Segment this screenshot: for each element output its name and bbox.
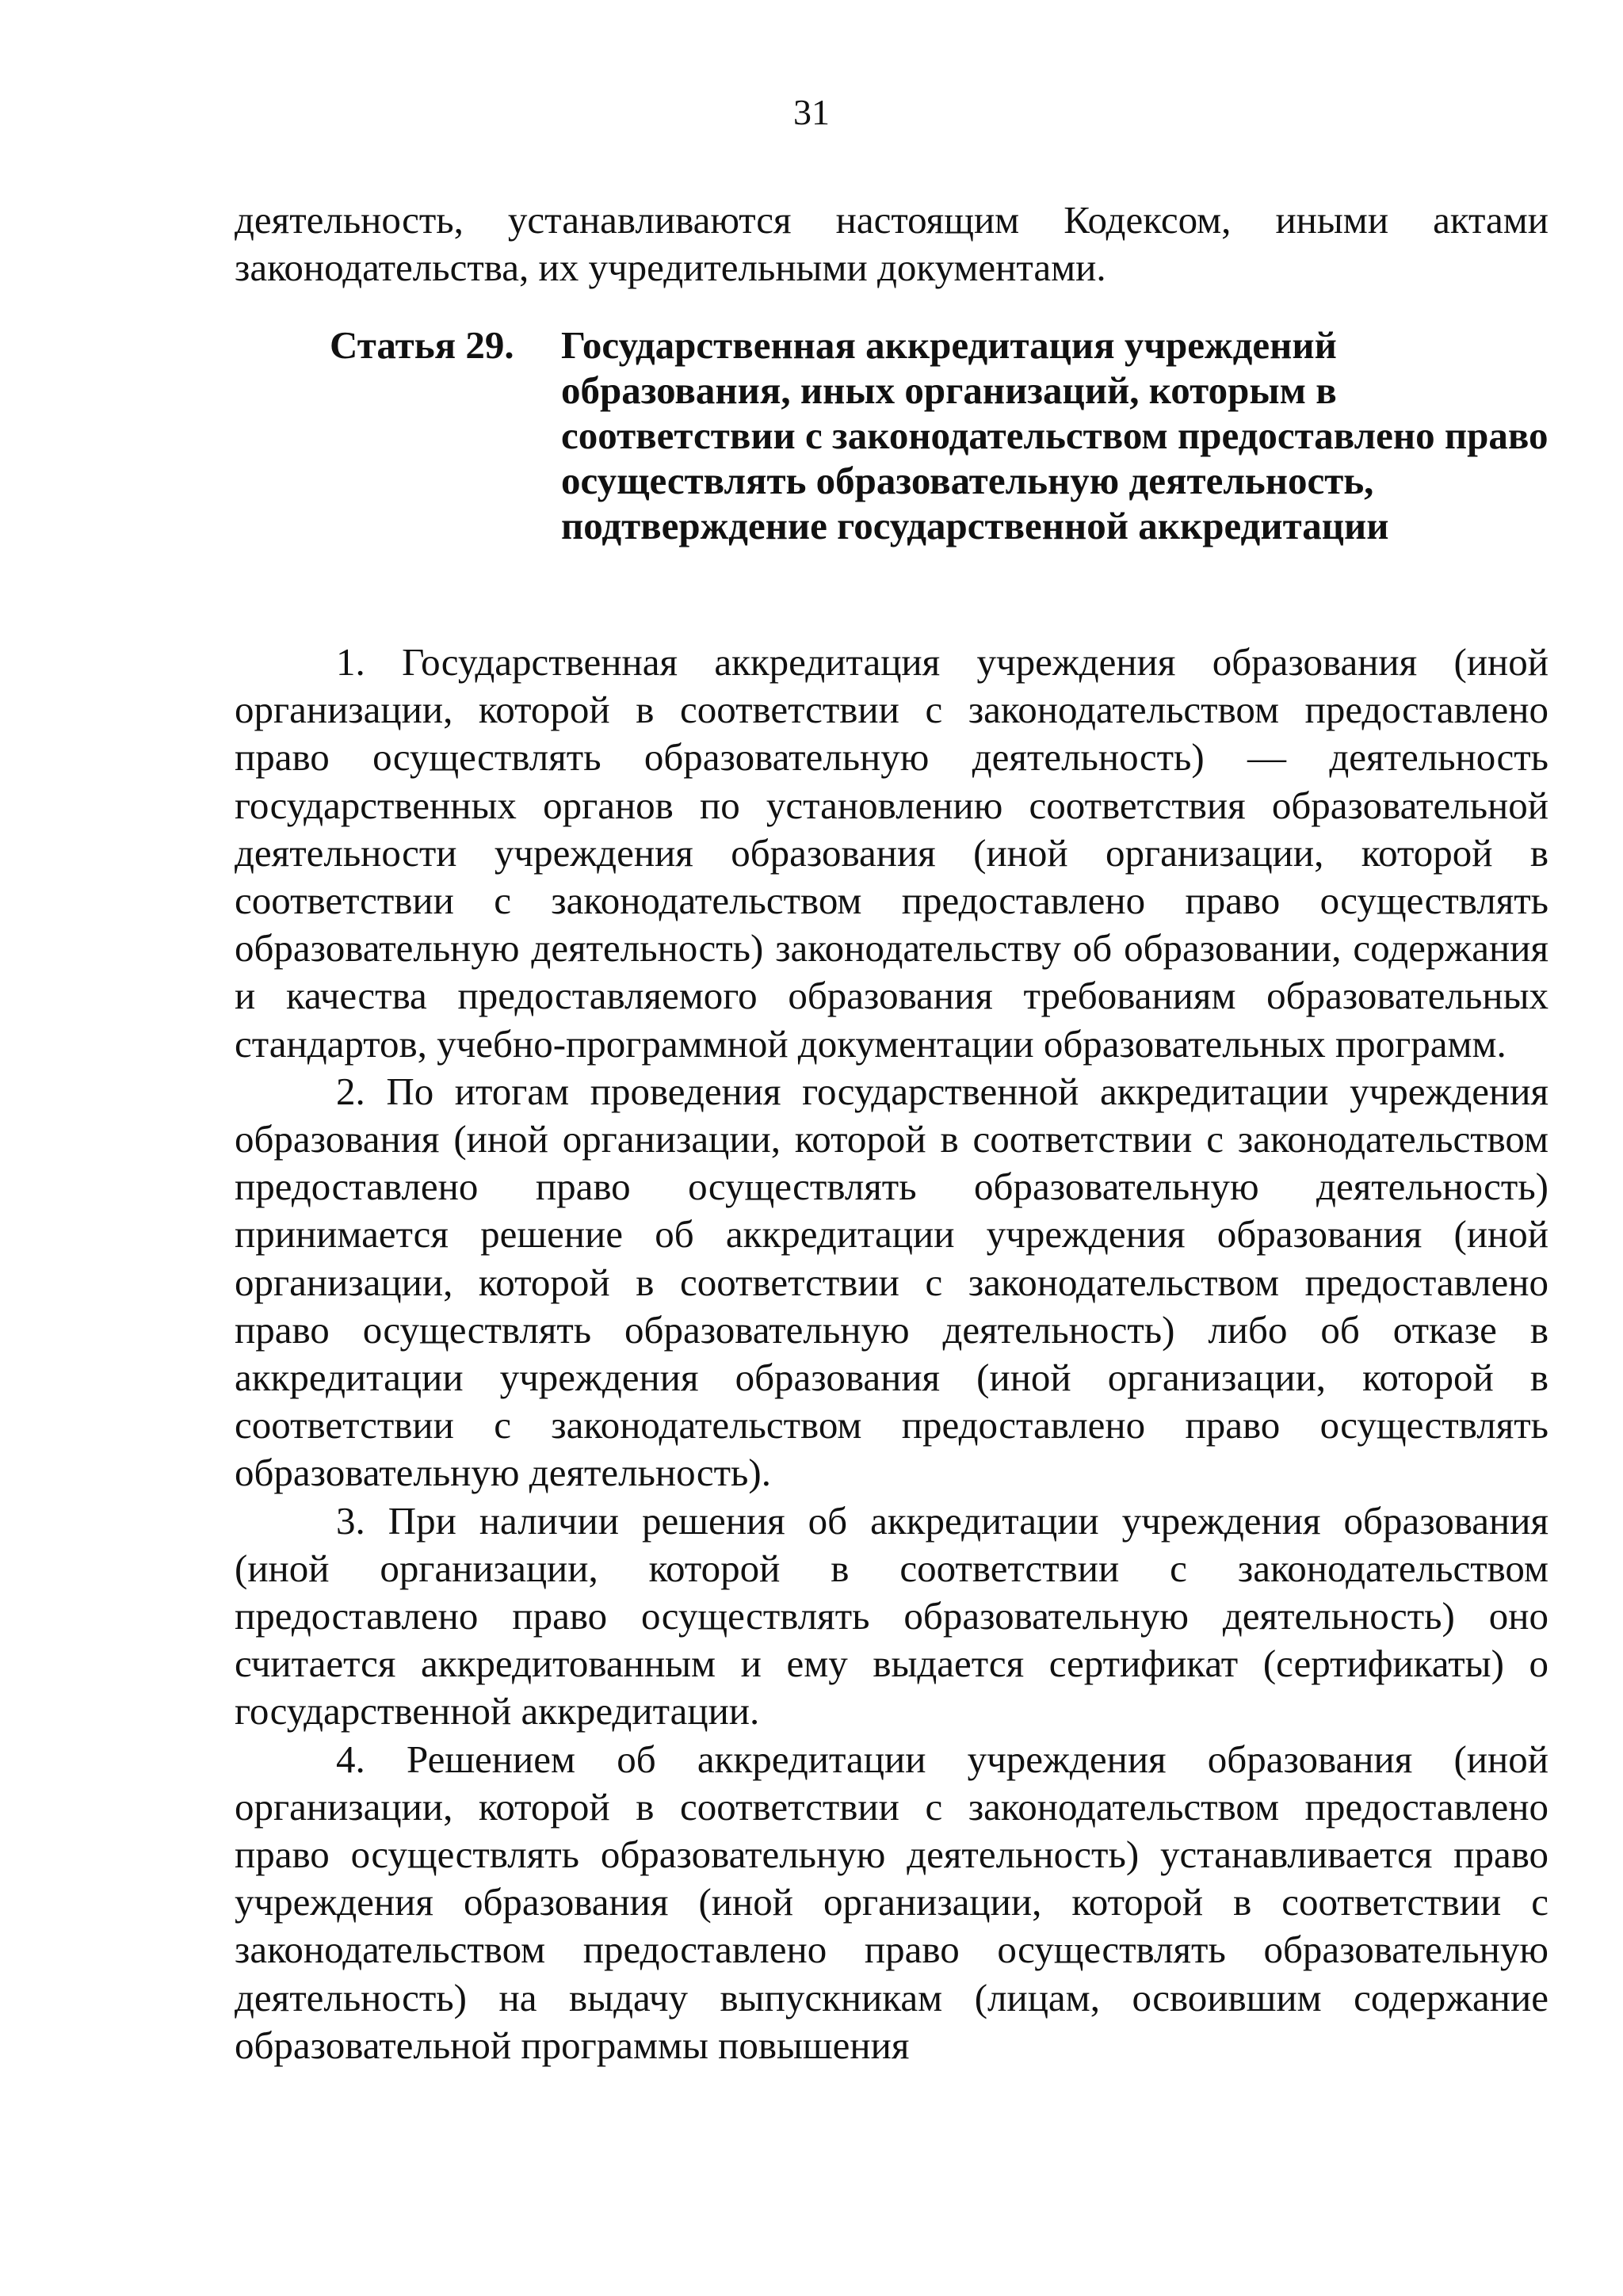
article-title: Государственная аккредитация учреждений образования, иных организаций, которым в соответствии с законодательством предоставлено право осуществлять образовательную деятельность, подтверждение государственной аккредитации	[561, 323, 1549, 547]
paragraph-3: 3. При наличии решения об аккредитации учреждения образования (иной организации, которой в соответствии с законодательством предоставлено право осуществлять образовательную деятельность) оно считается аккредитованным и ему выдается сертификат (сертификаты) о государственной аккредитации.	[235, 1498, 1549, 1733]
paragraph-4: 4. Решением об аккредитации учреждения образования (иной организации, которой в соответствии с законодательством предоставлено право осуществлять образовательную деятельность) устанавливается право учреждения образования (иной организации, которой в соответствии с законодательством предоставлено право осуществлять образовательную деятельность) на выдачу выпускникам (лицам, освоившим содержание образовательной программы повышения	[235, 1737, 1549, 2067]
intro-paragraph: деятельность, устанавливаются настоящим Кодексом, иными актами законодательства, их учредительными документами.	[235, 198, 1549, 290]
page-number: 31	[793, 92, 830, 132]
article-content	[235, 639, 1549, 2069]
paragraph-2: 2. По итогам проведения государственной аккредитации учреждения образования (иной организации, которой в соответствии с законодательством предоставлено право осуществлять образовательную деятельность) принимается решение об аккредитации учреждения образования (иной организации, которой в соответствии с законодательством предоставлено право осуществлять образовательную деятельность) либо об отказе в аккредитации учреждения образования (иной организации, которой в соответствии с законодательством предоставлено право осуществлять образовательную деятельность).	[235, 1069, 1549, 1495]
paragraph-1: 1. Государственная аккредитация учреждения образования (иной организации, которой в соответствии с законодательством предоставлено право осуществлять образовательную деятельность) — деятельность государственных органов по установлению соответствия образовательной деятельности учреждения образования (иной организации, которой в соответствии с законодательством предоставлено право осуществлять образовательную деятельность) законодательству об образовании, содержания и качества предоставляемого образования требованиям образовательных стандартов, учебно-программной документации образовательных программ.	[235, 640, 1549, 1066]
article-label: Статья 29.	[330, 323, 514, 367]
